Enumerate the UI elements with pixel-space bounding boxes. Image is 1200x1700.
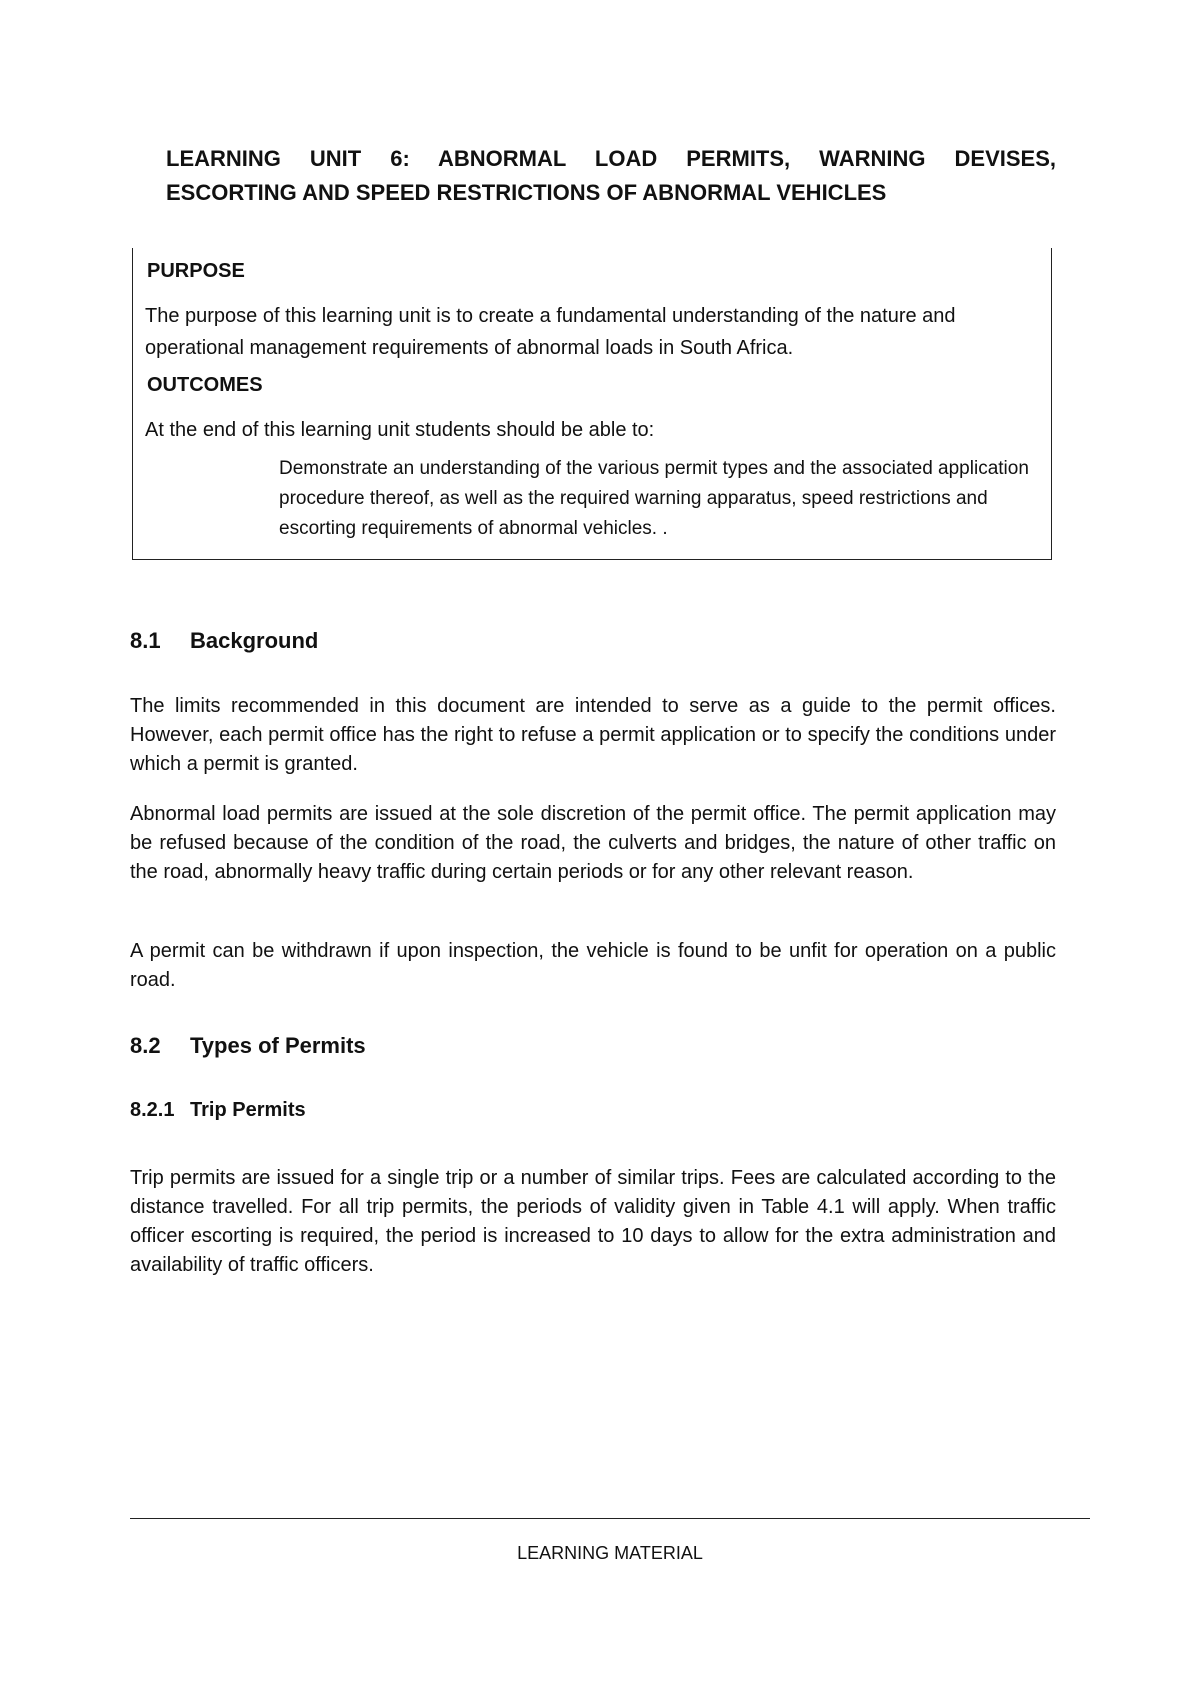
purpose-heading: PURPOSE xyxy=(147,260,245,282)
section-heading-background xyxy=(130,628,318,654)
section-title: Background xyxy=(190,628,319,653)
footer-divider xyxy=(130,1518,1090,1519)
background-paragraph-2: Abnormal load permits are issued at the sole discretion of the permit office. The permit application may be refused because of the condition of the road, the culverts and bridges, the nature of other traffic on the road, abnormally heavy traffic during certain periods or for any other relevant reason. xyxy=(130,803,1056,883)
purpose-outcomes-box xyxy=(132,248,1052,560)
subsection-heading-trip-permits xyxy=(130,1099,306,1122)
section-title: Types of Permits xyxy=(190,1033,366,1058)
subsection-number: 8.2.1 xyxy=(130,1099,175,1121)
outcomes-heading: OUTCOMES xyxy=(147,374,263,396)
background-paragraph-3: A permit can be withdrawn if upon inspection, the vehicle is found to be unfit for operation on a public road. xyxy=(130,940,1056,991)
background-paragraph-1: The limits recommended in this document are intended to serve as a guide to the permit offices. However, each permit office has the right to refuse a permit application or to specify the conditions under which a permit is granted. xyxy=(130,695,1056,775)
page-title-line-2: ESCORTING AND SPEED RESTRICTIONS OF ABNORMAL VEHICLES xyxy=(166,180,887,205)
section-heading-types-of-permits xyxy=(130,1033,366,1059)
outcome-item: Demonstrate an understanding of the various permit types and the associated application procedure thereof, as well as the required warning apparatus, speed restrictions and escorting requirements of abnormal vehicles. . xyxy=(279,458,1029,539)
section-number: 8.1 xyxy=(130,628,161,653)
purpose-text: The purpose of this learning unit is to create a fundamental understanding of the nature and operational management requirements of abnormal loads in South Africa. xyxy=(145,305,956,359)
trip-permits-paragraph: Trip permits are issued for a single trip or a number of similar trips. Fees are calculated according to the distance travelled. For all trip permits, the periods of validity given in Table 4.1 will apply. When traffic officer escorting is required, the period is increased to 10 days to allow for the extra administration and availability of traffic officers. xyxy=(130,1167,1056,1276)
section-number: 8.2 xyxy=(130,1033,161,1058)
subsection-title: Trip Permits xyxy=(190,1099,306,1121)
page-title xyxy=(166,142,1056,210)
footer-label: LEARNING MATERIAL xyxy=(517,1543,703,1563)
outcomes-intro: At the end of this learning unit students should be able to: xyxy=(145,419,655,441)
page-title-line-1: LEARNING UNIT 6: ABNORMAL LOAD PERMITS, WARNING DEVISES, xyxy=(166,146,1056,171)
